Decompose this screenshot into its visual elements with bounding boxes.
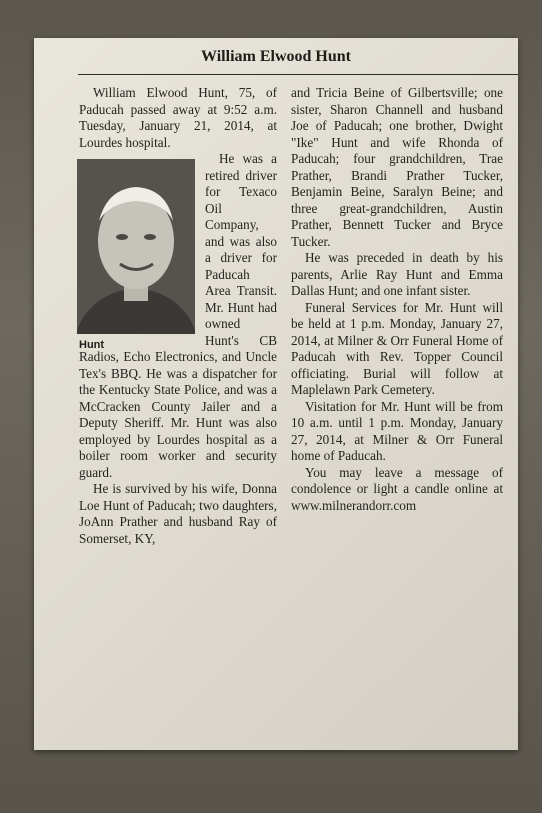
- right-column: [291, 85, 503, 514]
- title-rule: [78, 74, 518, 75]
- paragraph-career: He was a retired driver for Texaco Oil Company, and was also a driver for Paducah Area Transit. Mr. Hunt had owned Hunt's CB Radios, Echo Electronics, and Uncle Tex's BBQ. He was a dispatcher for the Kentucky State Police, and was a McCracken County Jailer and a Deputy Sheriff. Mr. Hunt was also employed by Lourdes hospital as a boiler room worker and security guard.: [79, 151, 277, 480]
- paragraph-intro: William Elwood Hunt, 75, of Paducah passed away at 9:52 a.m. Tuesday, January 21, 2014, at Lourdes hospital.: [79, 85, 277, 150]
- left-column: [79, 85, 277, 547]
- paragraph-survivors-cont: and Tricia Beine of Gilbertsville; one sister, Sharon Channell and husband Joe of Paducah; one brother, Dwight "Ike" Hunt and wife Rhonda of Paducah; four grandchildren, Trae Prather, Brandi Prather Tucker, Benjamin Beine, Saralyn Beine; and three great-grandchildren, Austin Prather, Bennett Tucker and Bryce Tucker.: [291, 85, 503, 249]
- paragraph-condolence: You may leave a message of condolence or light a candle online at www.milnerandorr.com: [291, 464, 503, 513]
- paragraph-funeral: Funeral Services for Mr. Hunt will be held at 1 p.m. Monday, January 27, 2014, at Milner & Orr Funeral Home of Paducah with Rev. Topper Council officiating. Burial will follow at Maplelawn Park Cemetery.: [291, 299, 503, 397]
- paragraph-survivors-start: He is survived by his wife, Donna Loe Hunt of Paducah; two daughters, JoAnn Prather and husband Ray of Somerset, KY,: [79, 481, 277, 546]
- paragraph-preceded: He was preceded in death by his parents, Arlie Ray Hunt and Emma Dallas Hunt; and one infant sister.: [291, 250, 503, 298]
- photo-caption: Hunt: [79, 339, 105, 351]
- newspaper-clipping: [34, 38, 518, 750]
- obituary-title: William Elwood Hunt: [201, 48, 351, 65]
- portrait-block: [77, 153, 197, 349]
- paragraph-visitation: Visitation for Mr. Hunt will be from 10 a.m. until 1 p.m. Monday, January 27, 2014, at Milner & Orr Funeral home of Paducah.: [291, 398, 503, 463]
- portrait-image: [77, 159, 195, 334]
- portrait-photo: [77, 159, 195, 334]
